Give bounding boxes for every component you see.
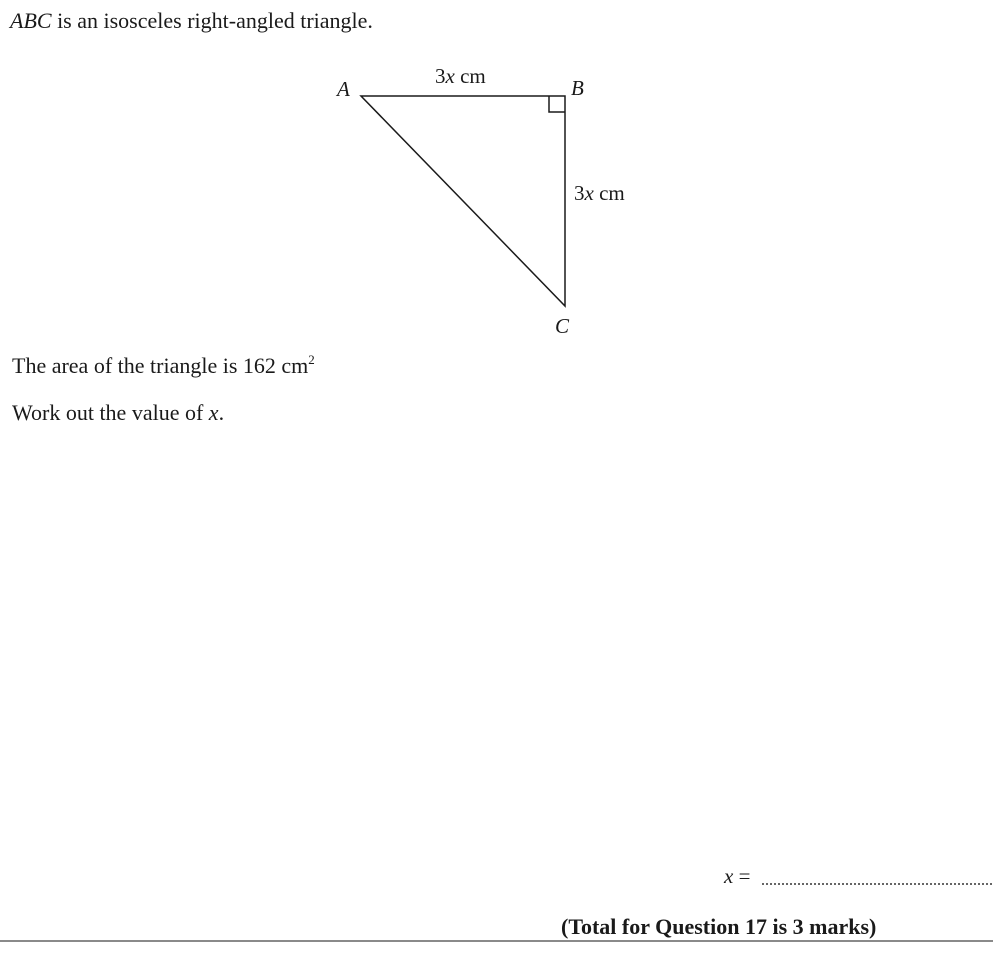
triangle-abc bbox=[361, 96, 565, 306]
vertex-a-label: A bbox=[337, 77, 350, 101]
area-exponent: 2 bbox=[308, 352, 315, 367]
vertex-c-label: C bbox=[555, 314, 570, 338]
bottom-rule bbox=[0, 940, 993, 942]
answer-line[interactable] bbox=[762, 883, 992, 885]
intro-text: is an isosceles right-angled triangle. bbox=[51, 8, 373, 33]
work-instruction: Work out the value of x. bbox=[12, 400, 225, 425]
side-ab-label: 3x cm bbox=[435, 64, 486, 88]
right-angle-marker bbox=[549, 96, 565, 112]
area-statement: The area of the triangle is 162 $cm^2$ bbox=[12, 352, 315, 378]
total-marks: (Total for Question 17 is 3 marks) bbox=[561, 914, 877, 939]
side-bc-label: 3x cm bbox=[574, 181, 625, 205]
answer-label: x = bbox=[724, 864, 751, 888]
vertex-b-label: B bbox=[571, 76, 584, 100]
work-variable: x bbox=[208, 400, 219, 425]
triangle-name: ABC bbox=[10, 8, 52, 33]
